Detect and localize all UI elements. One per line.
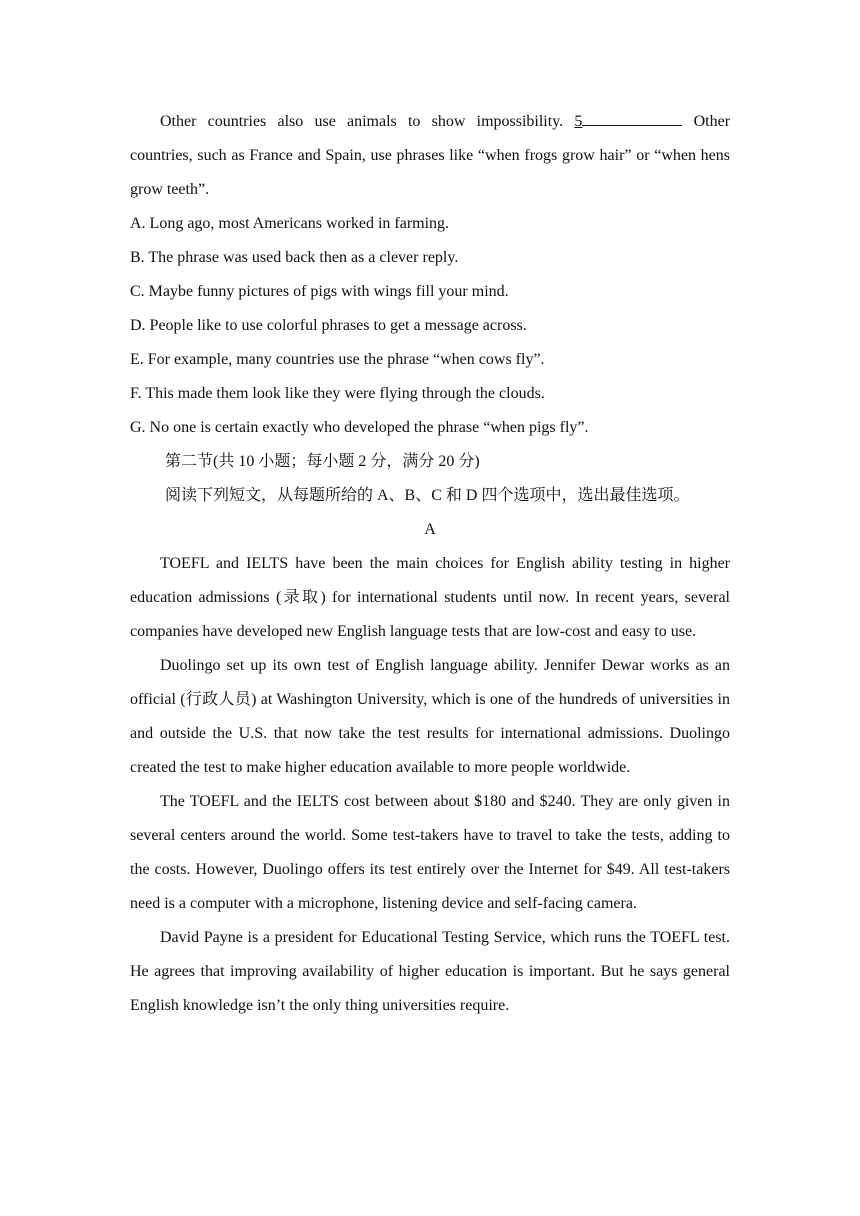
- blank-number: 5: [574, 113, 583, 130]
- option-a: A. Long ago, most Americans worked in farming.: [130, 215, 450, 232]
- paragraph-end-text: Other countries, such as France and Spain, use phrases like “when frogs grow hair” or “when hens grow teeth”.: [130, 113, 731, 198]
- passage-label: A: [424, 521, 436, 538]
- blank-5: [574, 113, 682, 130]
- option-f: F. This made them look like they were flying through the clouds.: [130, 385, 545, 402]
- option-e: E. For example, many countries use the phrase “when cows fly”.: [130, 351, 545, 368]
- passage-paragraph-2: Duolingo set up its own test of English language ability. Jennifer Dewar works as an official (行政人员) at Washington University, which is one of the hundreds of universities in and outside the U.S. that now take the test results for international admissions. Duolingo created the test to make higher education available to more people worldwide.: [130, 657, 730, 776]
- blank-line: [582, 107, 682, 126]
- passage-paragraph-3: The TOEFL and the IELTS cost between about $180 and $240. They are only given in several centers around the world. Some test-takers have to travel to take the tests, adding to the costs. However, Duolingo offers its test entirely over the Internet for $49. All test-takers need is a computer with a microphone, listening device and self-facing camera.: [130, 793, 730, 912]
- passage-paragraph-4: David Payne is a president for Educational Testing Service, which runs the TOEFL test. He agrees that improving availability of higher education is important. But he says general English knowledge isn’t the only thing universities require.: [130, 929, 730, 1014]
- option-g: G. No one is certain exactly who developed the phrase “when pigs fly”.: [130, 419, 589, 436]
- paragraph-start-text: Other countries also use animals to show impossibility.: [160, 113, 564, 130]
- document-page: [130, 105, 730, 1023]
- option-b: B. The phrase was used back then as a clever reply.: [130, 249, 459, 266]
- option-d: D. People like to use colorful phrases to get a message across.: [130, 317, 527, 334]
- passage-paragraph-1: TOEFL and IELTS have been the main choices for English ability testing in higher education admissions (录取) for international students until now. In recent years, several companies have developed new English language tests that are low-cost and easy to use.: [130, 555, 730, 640]
- section-instruction: 阅读下列短文，从每题所给的 A、B、C 和 D 四个选项中，选出最佳选项。: [165, 487, 690, 504]
- section-heading: 第二节(共 10 小题；每小题 2 分，满分 20 分): [165, 453, 480, 470]
- paragraph-blank-5: [130, 105, 730, 207]
- option-c: C. Maybe funny pictures of pigs with wings fill your mind.: [130, 283, 509, 300]
